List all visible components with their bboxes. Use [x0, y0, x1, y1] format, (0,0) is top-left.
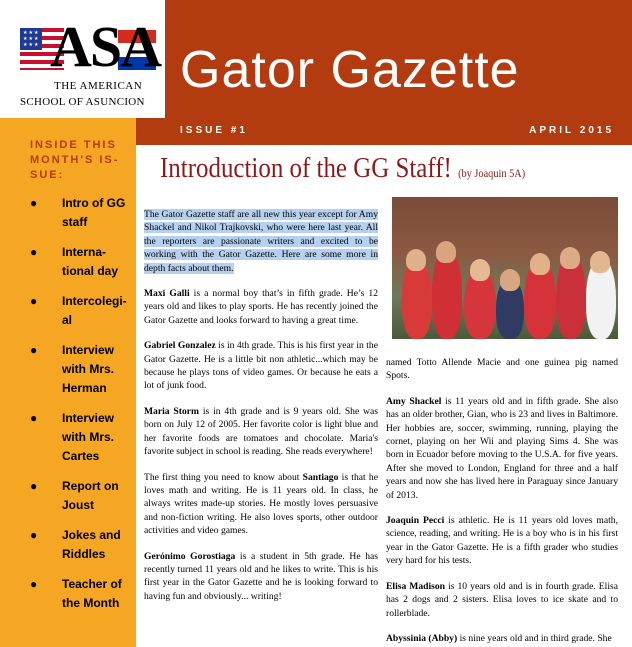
staff-bio: Maria Storm is in 4th grade and is 9 years old. She was born on July 12 of 2005. Her favorite color is light blue and her favorite foods are tomatoes and chocolate. Maria's favorite subject in school is reading. She reads everywhere!	[144, 405, 378, 458]
staff-bio: Maxi Galli is a normal boy that’s in fifth grade. He’s 12 years old and likes to play sports. He has recently joined the Gator Gazette and looks forward to having a great time.	[144, 288, 378, 326]
bullet-icon: ●	[30, 528, 38, 542]
staff-photo	[392, 197, 618, 339]
table-of-contents	[28, 194, 136, 624]
staff-bio: Elisa Madison is 10 years old and is in fourth grade. Elisa has 2 dogs and 2 sisters. Elisa loves to ice skate and to rollerblade.	[386, 580, 618, 619]
article-intro: The Gator Gazette staff are all new this year except for Amy Shackel and Nikol Trajkovski, who were here last year. All the reporters are passionate writers and excited to be working with the Gator Gazette. Here are some more in depth facts about them.	[144, 209, 378, 274]
logo-letters: ASA	[50, 14, 161, 79]
article-column-1	[144, 208, 378, 615]
bullet-icon: ●	[30, 196, 38, 210]
staff-bio: Gerónimo Gorostiaga is a student in 5th grade. He has recently turned 11 years old and he likes to write. This is his first year in the Gator Gazette and he is looking forward to having fun and obviously... writing!	[144, 550, 378, 602]
masthead-title: Gator Gazette	[180, 41, 520, 99]
issue-number: ISSUE #1	[180, 125, 248, 136]
toc-item[interactable]: ● Intercolegi-al	[30, 294, 127, 327]
logo-line2: SCHOOL OF ASUNCION	[20, 96, 145, 108]
bullet-icon: ●	[30, 245, 38, 259]
article-title: Introduction of the GG Staff! (by Joaquin 5A)	[160, 152, 526, 184]
staff-bio: Amy Shackel is 11 years old and in fifth grade. She also has an older brother, Gian, who is 23 and lives in Baltimore. Her hobbies are, soccer, swimming, running, playing the cornet, playing on her Wii and playing Sims 4. She was born in Ecuador before moving to the U.S.A. for five years. After she moved to London, England for three and a half years and now she has lived here in Paraguay since January of 2013.	[386, 395, 618, 501]
toc-item[interactable]: ● Teacher of the Month	[30, 577, 122, 610]
toc-item[interactable]: ● Intro of GG staff	[30, 196, 126, 229]
bullet-icon: ●	[30, 343, 38, 357]
toc-item[interactable]: ● Interview with Mrs. Cartes	[30, 411, 115, 463]
bullet-icon: ●	[30, 479, 38, 493]
staff-bio: Abyssinia (Abby) is nine years old and in third grade. She	[386, 632, 612, 644]
toc-item[interactable]: ● Interna-tional day	[30, 245, 119, 278]
bullet-icon: ●	[30, 294, 38, 308]
issue-date: APRIL 2015	[529, 125, 614, 136]
staff-bio: Joaquin Pecci is athletic. He is 11 years old loves math, science, reading, and writing. He is a boy who is in his first year in the Gator Gazette. He is a fifth grader who studies very hard for his tests.	[386, 515, 618, 567]
toc-item[interactable]: ● Report on Joust	[30, 479, 119, 512]
bullet-icon: ●	[30, 577, 38, 591]
staff-bio-continued: named Totto Allende Macie and one guinea pig named Spots.	[386, 357, 618, 382]
article-byline: (by Joaquin 5A)	[458, 166, 526, 180]
staff-bio: Gabriel Gonzalez is in 4th grade. This is his first year in the Gator Gazette. He is a little bit non athletic...which may be because he plays tons of video games. Or because he eats a lot of junk food.	[144, 340, 378, 392]
toc-item[interactable]: ● Jokes and Riddles	[30, 528, 121, 561]
school-logo	[0, 0, 165, 118]
staff-bio: The first thing you need to know about Santiago is that he loves math and writing. He is 11 years old. In class, he always writes made-up stories. He mostly loves persuasive and non-fiction writing. He also loves sports, other outdoor activities and video games.	[144, 471, 378, 537]
bullet-icon: ●	[30, 411, 38, 425]
logo-line1: THE AMERICAN	[54, 80, 143, 92]
toc-item[interactable]: ● Interview with Mrs. Herman	[30, 343, 115, 395]
sidebar-title: INSIDE THIS MONTH'S IS-SUE:	[30, 139, 120, 181]
us-flag-icon: ★★★ ★★★ ★★★	[20, 28, 64, 70]
article-column-2	[386, 356, 618, 647]
